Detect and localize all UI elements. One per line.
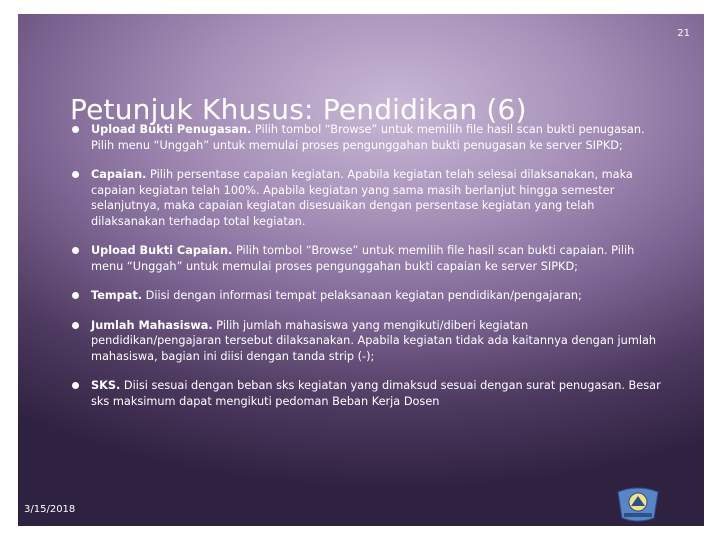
- bullet-term: SKS.: [91, 379, 121, 392]
- bullet-icon: [72, 322, 79, 329]
- slide-title: Petunjuk Khusus: Pendidikan (6): [70, 92, 527, 126]
- bullet-item-tempat: [72, 288, 662, 304]
- bullet-term: Tempat.: [91, 289, 143, 302]
- bullet-text: Diisi sesuai dengan beban sks kegiatan yang dimaksud sesuai dengan surat penugasan. Besar sks maksimum dapat mengikuti pedoman Beban Kerja Dosen: [91, 379, 661, 408]
- bullet-item-upload-bukti-penugasan: [72, 122, 662, 153]
- bullet-item-capaian: [72, 167, 662, 229]
- bullet-text: Pilih persentase capaian kegiatan. Apabila kegiatan telah selesai dilaksanakan, maka capaian kegiatan telah 100%. Apabila kegiatan yang sama masih berlanjut hingga semester selanjutnya, maka capaian kegiatan disesuaikan dengan persentase kegiatan yang telah dilaksanakan terhadap total kegiatan.: [91, 168, 633, 228]
- bullet-text: Pilih jumlah mahasiswa yang mengikuti/diberi kegiatan pendidikan/pengajaran tersebut dilaksanakan. Apabila kegiatan tidak ada kaitannya dengan jumlah mahasiswa, bagian ini diisi dengan tanda strip (-);: [91, 318, 657, 363]
- university-logo-icon: [614, 484, 662, 524]
- page-number: 21: [677, 28, 690, 39]
- bullet-term: Capaian.: [91, 168, 147, 181]
- slide-date: 3/15/2018: [24, 504, 76, 515]
- bullet-icon: [72, 171, 79, 178]
- bullet-term: Upload Bukti Capaian.: [91, 244, 233, 257]
- bullet-icon: [72, 126, 79, 133]
- bullet-text: Pilih tombol “Browse” untuk memilih file hasil scan bukti penugasan. Pilih menu “Unggah” untuk memulai proses pengunggahan bukti penugasan ke server SIPKD;: [91, 123, 645, 152]
- bullet-text: Diisi dengan informasi tempat pelaksanaan kegiatan pendidikan/pengajaran;: [142, 289, 582, 302]
- bullet-item-upload-bukti-capaian: [72, 243, 662, 274]
- bullet-list: [72, 122, 662, 423]
- bullet-term: Upload Bukti Penugasan.: [91, 123, 252, 136]
- bullet-text: Pilih tombol “Browse” untuk memilih file hasil scan bukti capaian. Pilih menu “Unggah” untuk memulai proses pengunggahan bukti capaian ke server SIPKD;: [91, 244, 635, 273]
- bullet-item-jumlah-mahasiswa: [72, 318, 662, 365]
- bullet-icon: [72, 247, 79, 254]
- bullet-term: Jumlah Mahasiswa.: [91, 318, 213, 332]
- bullet-icon: [72, 382, 79, 389]
- bullet-icon: [72, 292, 79, 299]
- bullet-item-sks: [72, 378, 662, 409]
